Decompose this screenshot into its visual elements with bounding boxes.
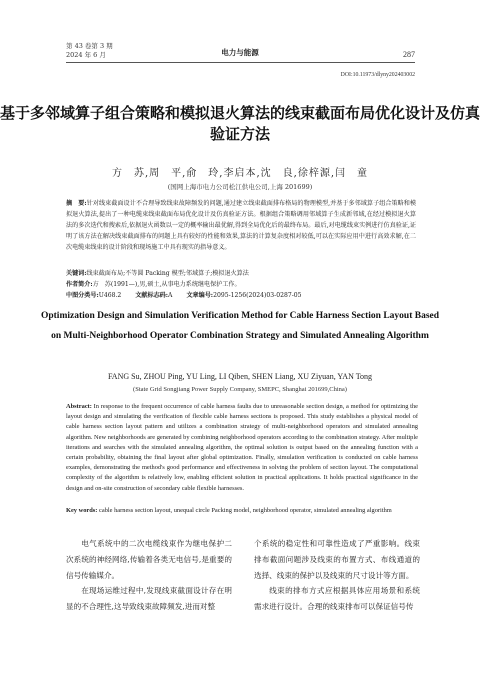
classification-line [66, 290, 302, 299]
doi: DOI:10.11973/dlyny202403002 [340, 72, 415, 78]
keywords-chinese-label: 关键词: [66, 270, 87, 277]
keywords-chinese [66, 268, 249, 277]
body-column-left [66, 536, 232, 615]
authors-chinese: 方 苏,周 平,俞 玲,李启本,沈 良,徐梓源,闫 童 [111, 168, 369, 179]
author-bio-label: 作者简介: [66, 281, 93, 288]
body-column-right [254, 536, 420, 615]
affiliation-chinese: (国网上海市电力公司松江供电公司,上海 201699) [167, 183, 313, 191]
body-paragraph: 在现场运维过程中,发现线束截面设计存在明显的不合理性,这导致线束故障频发,进而对整 [66, 586, 232, 612]
body-paragraph: 线束的排布方式应根据具体应用场景和系统需求进行设计。合理的线束排布可以保证信号传 [254, 586, 420, 612]
page-number: 287 [403, 50, 415, 59]
authors-english: FANG Su, ZHOU Ping, YU Ling, LI Qiben, SHEN Liang, XU Ziyuan, YAN Tong [107, 372, 373, 381]
article-number-value: 2095-1256(2024)03-0287-05 [213, 292, 302, 299]
affiliation-english: (State Grid Songjiang Power Supply Company, SMEPC, Shanghai 201699,China) [133, 386, 347, 393]
title-english: Optimization Design and Simulation Verification Method for Cable Harness Section Layout Based on Multi-Neighborhood Operator Combination Strategy and Simulated Annealing Algorithm [40, 311, 440, 341]
author-bio [66, 279, 241, 288]
author-bio-text: 方 苏(1991—),男,硕士,从事电力系统继电保护工作。 [92, 281, 241, 288]
header-rule [66, 62, 415, 63]
keywords-english-label: Key words: [66, 507, 98, 514]
title-chinese: 基于多邻域算子组合策略和模拟退火算法的线束截面布局优化设计及仿真验证方法 [0, 104, 480, 143]
body-paragraph: 电气系统中的二次电缆线束作为继电保护二次系统的神经网络,传输着各类无电信号,是重要的信号传输媒介。 [66, 539, 232, 580]
abstract-english [66, 402, 418, 494]
keywords-english [66, 506, 418, 516]
article-number-label: 文章编号: [186, 292, 214, 299]
clc-value: U468.2 [98, 292, 122, 299]
keywords-english-text: cable harness section layout, unequal circle Packing model, neighborhood operator, simulated annealing algorithm [97, 507, 392, 514]
clc-label: 中图分类号: [66, 292, 99, 299]
abstract-english-label: Abstract: [66, 403, 92, 410]
body-paragraph: 个系统的稳定性和可靠性造成了严重影响。线束排布截面问题涉及线束的布置方式、布线通道的选择、线束的保护以及线束的尺寸设计等方面。 [254, 539, 420, 580]
doc-code-value: A [168, 292, 173, 299]
abstract-english-text: In response to the frequent occurrence of cable harness faults due to unreasonable section design, a method for optimizing the layout design and simulating the verification of flexible cable harness sections is proposed. This study establishes a physical model of cable harness section layout pattern and utilizes a combination strategy of multi-neighborhood operators and simulated annealing algorithm. New neighborhoods are generated by combining neighborhood operators according to the combination strategy. After multiple iterations and searches with the simulated annealing algorithm, the optimal solution is output based on the annealing function with a certain probability, obtaining the final layout after global optimization. Finally, simulation verification is conducted on cable harness examples, demonstrating the method's good performance and effectiveness in solving the problem of section layout. The computational complexity of the algorithm is relatively low, enabling efficient solution in practical applications. It holds practical significance in the design and on-site construction of secondary cable flexible harnesses. [66, 403, 418, 492]
abstract-chinese-label: 摘 要: [66, 200, 87, 207]
volume-issue: 第 43 卷第 3 期 [66, 42, 113, 50]
publication-date: 2024 年 6 月 [66, 51, 106, 59]
doc-code-label: 文献标志码: [135, 292, 169, 299]
keywords-chinese-text: 线束截面布局;不等圆 Packing 模型;邻域算子;模拟退火算法 [86, 270, 249, 277]
abstract-chinese-text: 针对线束截面设计不合理导致线束故障频发的问题,通过建立线束截面排布格局的物理模型,并基于多邻域算子组合策略和模拟退火算法,提出了一种电缆束线束截面布局优化设计及仿真验证方法。根据组合策略调用邻域算子生成新邻域,在经过模拟退火算法的多次迭代和搜索后,依据退火函数以一定的概率输出最优解,得到全局优化后的最终布局。最后,对电缆线束实例进行仿真验证,证明了该方法在解决线束截面排布的问题上具有较好的性能和效果,算法的计算复杂度相对较低,可以在实际应用中进行高效求解,在二次电缆束线束的设计阶段和现场施工中具有现实的指导意义。 [66, 200, 417, 251]
abstract-chinese [66, 198, 416, 253]
journal-name: 电力与能源 [221, 48, 259, 57]
